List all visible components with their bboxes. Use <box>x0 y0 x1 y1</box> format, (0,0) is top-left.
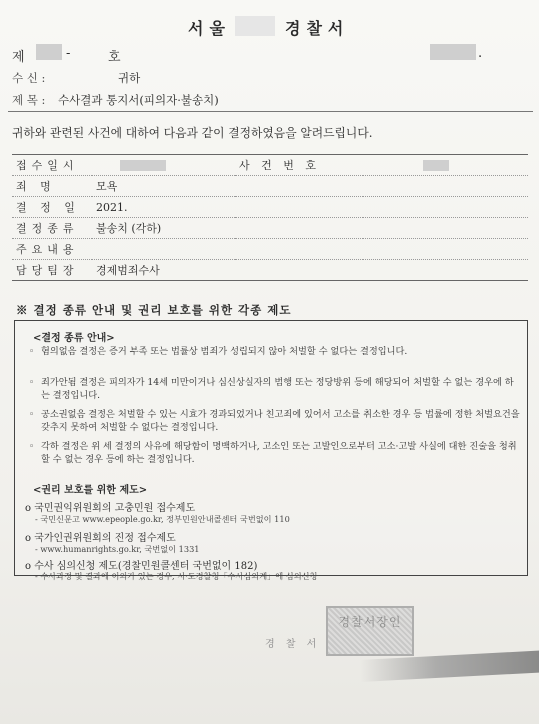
content-value <box>92 239 528 260</box>
notice-title: ※ 결정 종류 안내 및 권리 보호를 위한 각종 제도 <box>16 303 292 317</box>
guide-heading: <결정 종류 안내> <box>33 333 115 344</box>
decision-date-label: 결 정 일 <box>12 197 92 218</box>
subject-label: 제 목 : <box>12 93 46 107</box>
redacted-received <box>120 160 166 171</box>
redacted-case-no <box>423 160 449 171</box>
officer-label: 담당팀장 <box>12 260 92 281</box>
document-title <box>0 16 539 40</box>
received-value <box>92 155 235 176</box>
guide-item <box>29 409 521 434</box>
recipient-suffix: 귀하 <box>118 71 141 85</box>
rights-title-text: 국가인권위원회의 진정 접수제도 <box>34 533 176 544</box>
rights-title-text: 수사 심의신청 제도(경찰민원콜센터 국번없이 182) <box>34 561 258 572</box>
redacted-station-name <box>235 16 275 36</box>
case-no-label: 사 건 번 호 <box>235 155 363 176</box>
table-row <box>12 197 528 218</box>
redacted-doc-number <box>36 44 62 60</box>
guide-item-text: 혐의없음 결정은 증거 부족 또는 법률상 범죄가 성립되지 않아 처벌할 수 없다는 결정입니다. <box>41 346 408 357</box>
table-row <box>12 218 528 239</box>
rights-title-text: 국민권익위원회의 고충민원 접수제도 <box>34 503 196 514</box>
decision-date-value: 2021. <box>92 197 528 218</box>
bullet-icon: ◦ <box>29 347 35 357</box>
title-right: 경찰서 <box>285 19 350 38</box>
bullet-icon: ◦ <box>29 378 35 388</box>
official-seal <box>326 606 414 656</box>
rights-heading: <권리 보호를 위한 제도> <box>33 485 148 496</box>
guide-item <box>29 441 521 466</box>
rights-item-title: o 수사 심의신청 제도(경찰민원콜센터 국번없이 182) <box>25 561 258 572</box>
case-info-table <box>12 154 528 281</box>
rights-box <box>14 320 528 581</box>
guide-item <box>29 346 521 359</box>
recipient-label: 수 신 : <box>12 71 46 85</box>
guide-item-text: 죄가안됨 결정은 피의자가 14세 미만이거나 심신상실자의 범행 또는 정당방위 등에 해당되어 처벌할 수 없는 경우에 하는 결정입니다. <box>41 377 514 401</box>
rights-item-title: o 국민권익위원회의 고충민원 접수제도 <box>25 503 196 514</box>
guide-item-text: 공소권없음 결정은 처벌할 수 있는 시효가 경과되었거나 친고죄에 있어서 고소를 취소한 경우 등 법률에 정한 처벌요건을 갖추지 못하여 처벌할 수 없다는 결정입니다. <box>41 409 520 433</box>
bullet-icon: ◦ <box>29 442 35 452</box>
table-row <box>12 239 528 260</box>
crime-value: 모욕 <box>92 176 528 197</box>
title-left: 서울 <box>188 19 231 38</box>
footer-station: 경 찰 서 <box>265 639 321 650</box>
guide-item-text: 각하 결정은 위 세 결정의 사유에 해당함이 명백하거나, 고소인 또는 고발인으로부터 고소·고발 사실에 대한 진술을 청취할 수 없는 경우 등에 하는 결정입니다. <box>41 441 517 465</box>
divider <box>8 111 533 112</box>
table-row <box>12 176 528 197</box>
rights-item-sub: - 수사과정 및 결과에 이의가 있는 경우, 시·도경찰청「수사심의계」에 심의신청 <box>35 571 318 581</box>
redacted-date <box>430 44 476 60</box>
guide-item <box>29 377 521 402</box>
doc-number-sep: - <box>66 46 71 61</box>
rights-item-sub: - 국민신문고 www.epeople.go.kr, 정부민원안내콜센터 국번없이 110 <box>35 514 290 524</box>
case-no-value <box>363 155 528 176</box>
table-row <box>12 155 528 176</box>
received-label: 접수일시 <box>12 155 92 176</box>
table-row <box>12 260 528 281</box>
intro-text: 귀하와 관련된 사건에 대하여 다음과 같이 결정하였음을 알려드립니다. <box>12 126 373 140</box>
officer-value: 경제범죄수사 <box>92 260 528 281</box>
rights-item-title: o 국가인권위원회의 진정 접수제도 <box>25 533 176 544</box>
decision-type-value: 불송치 (각하) <box>92 218 528 239</box>
decision-type-label: 결정종류 <box>12 218 92 239</box>
date-tail: . <box>478 46 483 61</box>
doc-number-suffix: 호 <box>108 50 121 65</box>
subject-text: 수사결과 통지서(피의자·불송치) <box>58 93 219 107</box>
rights-item-sub: - www.humanrights.go.kr, 국번없이 1331 <box>35 544 200 554</box>
seal-text: 경찰서장인 <box>338 615 402 629</box>
content-label: 주요내용 <box>12 239 92 260</box>
crime-label: 죄 명 <box>12 176 92 197</box>
bullet-icon: ◦ <box>29 410 35 420</box>
doc-number-prefix: 제 <box>12 50 25 65</box>
